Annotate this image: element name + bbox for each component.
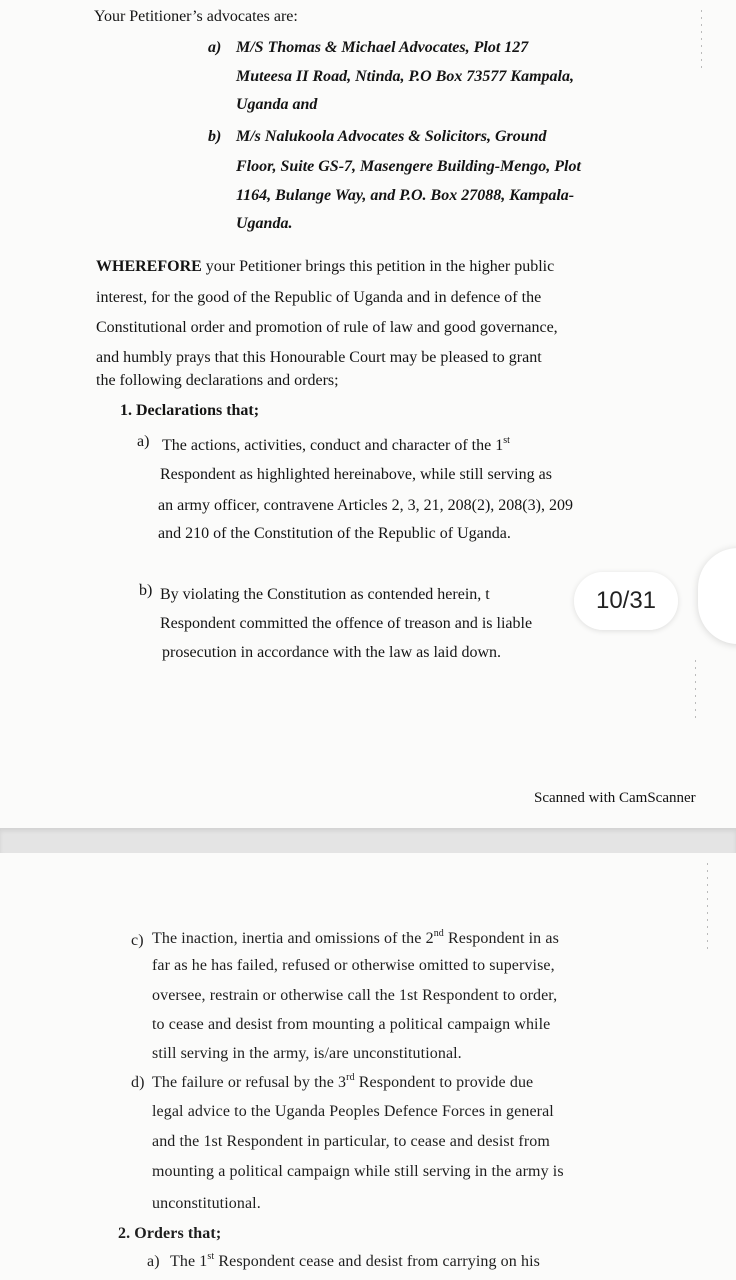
page-separator <box>0 828 736 853</box>
advocates-intro: Your Petitioner’s advocates are: <box>94 8 298 25</box>
declaration-a-line: Respondent as highlighted hereinabove, while still serving as <box>160 466 552 483</box>
advocate-a-line: Uganda and <box>236 96 318 113</box>
declaration-c-line: to cease and desist from mounting a political campaign while <box>152 1016 551 1033</box>
declaration-c-text: The inaction, inertia and omissions of the 2 <box>152 930 434 947</box>
orders-heading: 2. Orders that; <box>118 1225 222 1242</box>
declaration-d-line: legal advice to the Uganda Peoples Defence Forces in general <box>152 1103 554 1120</box>
declaration-d-line: unconstitutional. <box>152 1195 261 1212</box>
scan-edge-mark <box>695 660 696 720</box>
order-a-text: Respondent cease and desist from carrying on his <box>214 1253 540 1270</box>
ordinal-suffix: nd <box>433 927 444 939</box>
scan-edge-mark <box>701 10 702 70</box>
wherefore-text: your Petitioner brings this petition in the higher public <box>201 258 555 275</box>
declaration-b-line: By violating the Constitution as contended herein, t <box>160 586 490 603</box>
camscanner-watermark: Scanned with CamScanner <box>534 790 696 806</box>
advocate-b-line: 1164, Bulange Way, and P.O. Box 27088, Kampala- <box>236 187 575 204</box>
wherefore-line: the following declarations and orders; <box>96 372 339 389</box>
scan-edge-mark <box>707 863 708 953</box>
advocate-a-line: M/S Thomas & Michael Advocates, Plot 127 <box>236 39 529 56</box>
advocate-b-marker: b) <box>208 128 222 145</box>
declaration-d-text: Respondent to provide due <box>354 1074 534 1091</box>
wherefore-line: and humbly prays that this Honourable Court may be pleased to grant <box>96 349 542 366</box>
advocate-b-line: Floor, Suite GS-7, Masengere Building-Mengo, Plot <box>236 158 581 175</box>
wherefore-line <box>96 257 554 277</box>
declarations-heading: 1. Declarations that; <box>120 402 260 419</box>
document-page-2 <box>0 853 736 1280</box>
declaration-a-line <box>162 436 510 456</box>
advocate-b-line: Uganda. <box>236 215 293 232</box>
order-a-line <box>170 1252 540 1272</box>
declaration-b-marker: b) <box>139 582 153 599</box>
declaration-c-marker: c) <box>131 932 144 949</box>
declaration-d-text: The failure or refusal by the 3 <box>152 1074 347 1091</box>
declaration-a-line: and 210 of the Constitution of the Republic of Uganda. <box>158 525 511 542</box>
ordinal-suffix: rd <box>346 1071 355 1083</box>
declaration-c-line: still serving in the army, is/are unconstitutional. <box>152 1045 462 1062</box>
advocate-a-marker: a) <box>208 39 222 56</box>
declaration-d-marker: d) <box>131 1074 145 1091</box>
ordinal-suffix: st <box>207 1250 215 1262</box>
declaration-c-line: far as he has failed, refused or otherwise omitted to supervise, <box>152 957 555 974</box>
declaration-b-line: prosecution in accordance with the law as laid down. <box>162 644 501 661</box>
declaration-b-line: Respondent committed the offence of treason and is liable <box>160 615 533 632</box>
advocate-a-line: Muteesa II Road, Ntinda, P.O Box 73577 Kampala, <box>236 68 574 85</box>
declaration-a-line: an army officer, contravene Articles 2, 3, 21, 208(2), 208(3), 209 <box>158 497 573 514</box>
declaration-d-line: and the 1st Respondent in particular, to cease and desist from <box>152 1133 550 1150</box>
declaration-c-text: Respondent in as <box>443 930 559 947</box>
declaration-d-line: mounting a political campaign while still serving in the army is <box>152 1163 564 1180</box>
ordinal-suffix: st <box>503 434 510 446</box>
declaration-d-line <box>152 1073 533 1093</box>
advocate-b-line: M/s Nalukoola Advocates & Solicitors, Ground <box>236 128 547 145</box>
page-indicator: 10/31 <box>574 572 678 630</box>
declaration-c-line: oversee, restrain or otherwise call the 1st Respondent to order, <box>152 987 558 1004</box>
declaration-a-marker: a) <box>137 433 150 450</box>
wherefore-keyword: WHEREFORE <box>96 258 202 275</box>
wherefore-line: interest, for the good of the Republic of Uganda and in defence of the <box>96 289 542 306</box>
order-a-marker: a) <box>147 1253 160 1270</box>
order-a-text: The 1 <box>170 1253 208 1270</box>
wherefore-line: Constitutional order and promotion of rule of law and good governance, <box>96 319 558 336</box>
declaration-c-line <box>152 929 559 949</box>
declaration-a-text: The actions, activities, conduct and character of the 1 <box>162 437 504 454</box>
